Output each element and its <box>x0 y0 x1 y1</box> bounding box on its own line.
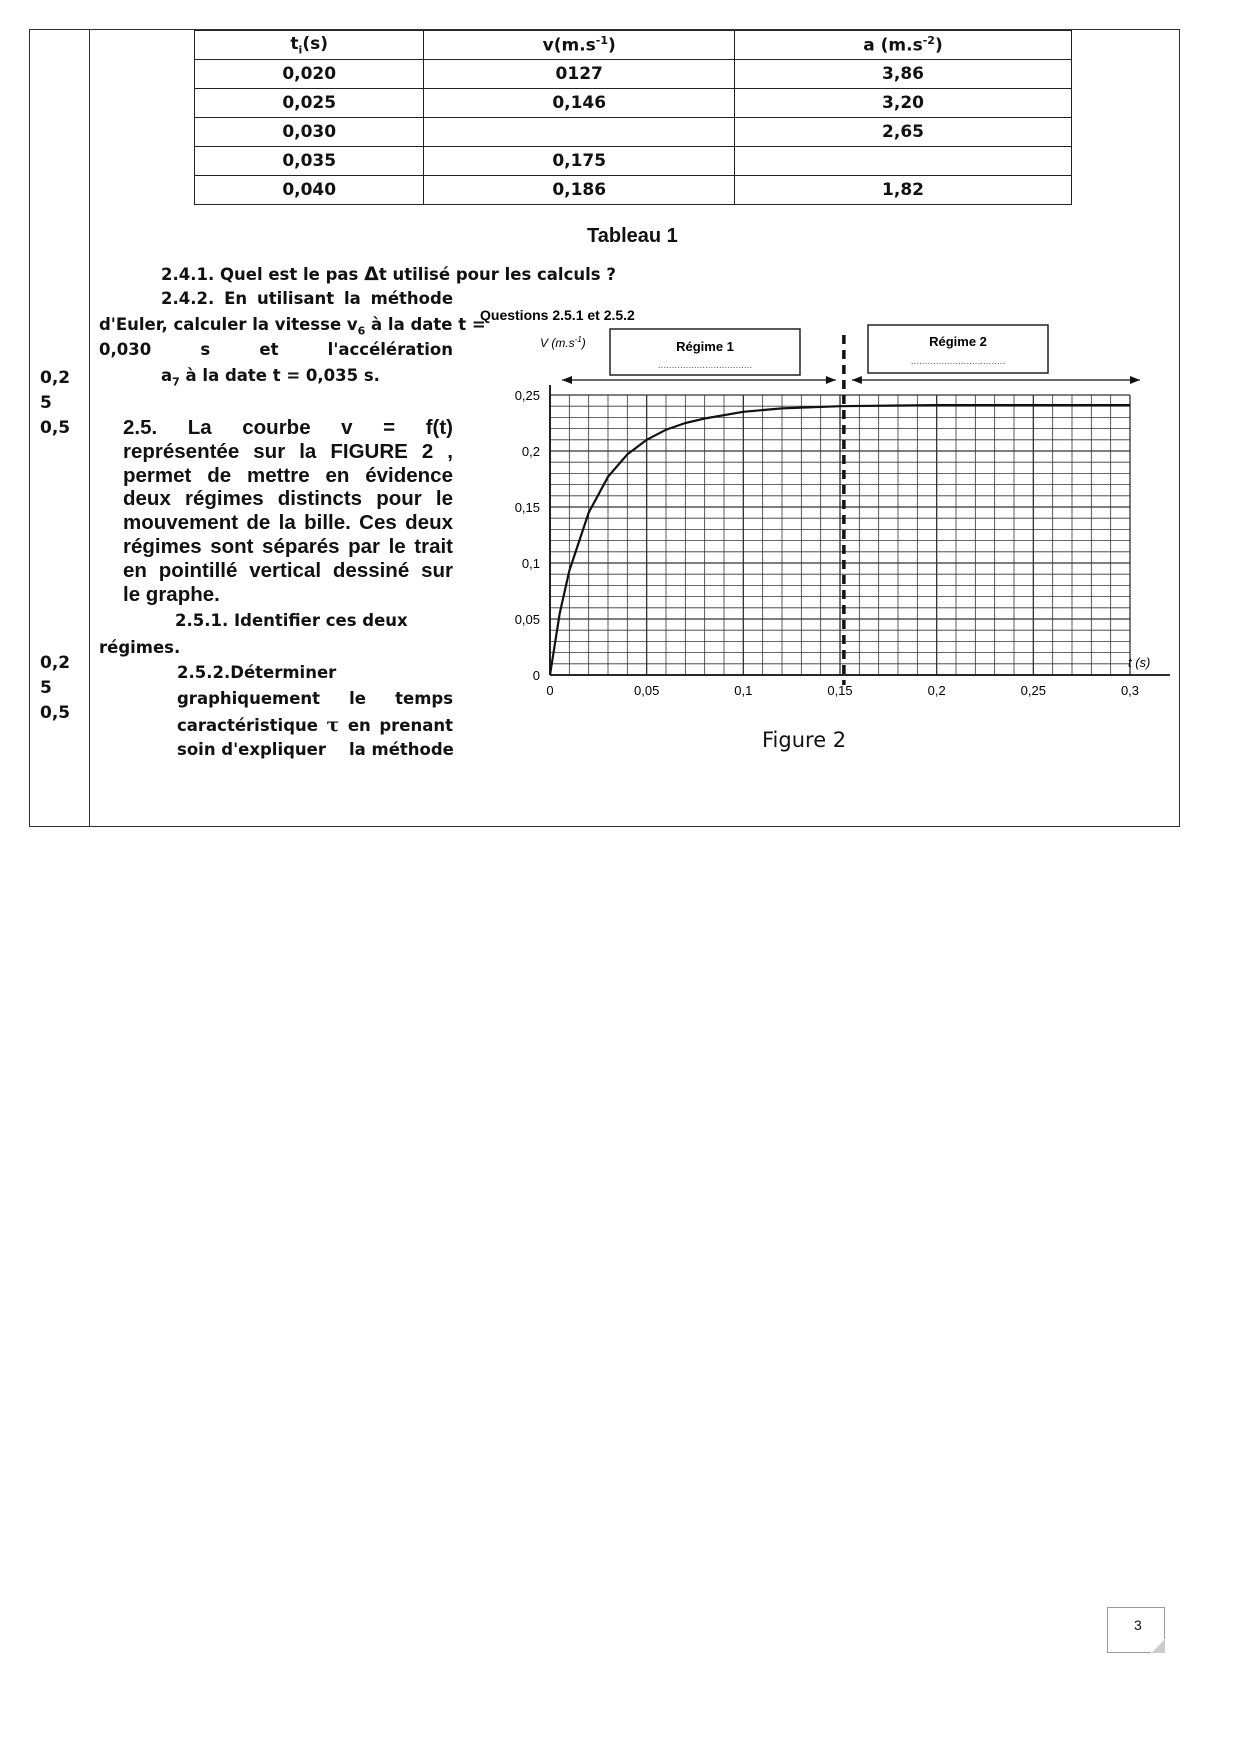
y-tick-label: 0,05 <box>514 612 540 627</box>
mark-value: 0,2 <box>40 368 71 388</box>
x-tick-label: 0,25 <box>1020 683 1046 698</box>
chart-grid <box>550 395 1130 675</box>
text-line: représentée sur la FIGURE 2 , <box>123 439 453 463</box>
question-2-5-1: 2.5.1. Identifier ces deux <box>175 611 408 630</box>
page-number: 3 <box>1134 1617 1142 1633</box>
table-cell: 0,146 <box>424 89 735 118</box>
question-2-5-2-line4: soin d'expliquer la méthode <box>177 740 454 759</box>
table-cell: 0,020 <box>195 60 424 89</box>
text-line: deux régimes distincts pour le <box>123 487 453 511</box>
y-tick-label: 0,25 <box>514 388 540 403</box>
regime2-arrow-head-right <box>1130 376 1140 384</box>
regime1-dots: .................................. <box>657 360 753 371</box>
marks-block-a <box>40 366 70 441</box>
y-tick-label: 0 <box>532 668 540 683</box>
header-a: a $(m.s^{-2})$ <box>735 31 1072 60</box>
table-cell: 2,65 <box>735 118 1072 147</box>
y-tick-label: 0,2 <box>521 444 540 459</box>
question-2-4-1: 2.4.1. Quel est le pas Δt utilisé pour les calculs ? <box>161 263 616 285</box>
question-2-4-2-line3: 0,030 s et l'accélération <box>99 340 454 359</box>
text-line: le graphe. <box>123 582 220 606</box>
y-tick-label: 0,15 <box>514 500 540 515</box>
text-line: mouvement de la bille. Ces deux <box>123 511 453 535</box>
svg-text:V (m.s-1): V $(m.s^{-1})$ <box>540 335 586 350</box>
column-separator <box>89 29 90 827</box>
figure-caption: Figure 2 <box>762 728 847 752</box>
text-line: permet de mettre en évidence <box>123 463 453 487</box>
chart-annotations <box>550 335 1170 685</box>
x-tick-label: 0,3 <box>1120 683 1140 698</box>
table-cell: 0,035 <box>195 147 424 176</box>
x-tick-label: 0 <box>546 683 554 698</box>
regime1-arrow-head-right <box>826 376 836 384</box>
page-fold-icon <box>1151 1639 1165 1653</box>
table-cell: 0127 <box>424 60 735 89</box>
y-axis-label <box>540 335 586 350</box>
table-row <box>195 147 1072 176</box>
table-cell: 0,040 <box>195 176 424 205</box>
x-axis-label: t (s) <box>1128 655 1151 670</box>
table-cell: 3,20 <box>735 89 1072 118</box>
regime1-arrow-head-left <box>562 376 572 384</box>
text-line: régimes sont séparés par le trait <box>123 534 453 558</box>
mark-value: 0,2 <box>40 653 71 673</box>
header-t: $t_i(s)$ <box>195 31 424 60</box>
regime2-label: Régime 2 <box>929 334 987 349</box>
table-cell <box>735 147 1072 176</box>
x-tick-label: 0,2 <box>927 683 946 698</box>
x-tick-label: 0,05 <box>634 683 660 698</box>
tau-symbol: τ <box>326 714 340 736</box>
x-tick-label: 0,15 <box>827 683 853 698</box>
question-2-5-2: 2.5.2.Déterminer <box>177 663 337 682</box>
mark-value: 0,5 <box>40 418 71 438</box>
question-2-5-1-cont: régimes. <box>99 638 181 657</box>
y-tick-label: 0,1 <box>521 556 540 571</box>
text-line: en pointillé vertical dessiné sur <box>123 558 453 582</box>
mark-value: 0,5 <box>40 703 71 723</box>
table-cell: 0,175 <box>424 147 735 176</box>
table-row <box>195 118 1072 147</box>
mark-value: 5 <box>40 393 52 413</box>
table-row <box>195 89 1072 118</box>
regime1-label: Régime 1 <box>676 339 734 354</box>
text-line: 2.5. La courbe v = f(t) <box>123 416 453 439</box>
table-row <box>195 176 1072 205</box>
data-table <box>194 30 1072 205</box>
table-cell: 0,186 <box>424 176 735 205</box>
question-2-5-2-line3: caractéristique τ en prenant <box>177 714 453 736</box>
table-cell: 3,86 <box>735 60 1072 89</box>
marks-block-b <box>40 651 70 726</box>
table-header-row <box>195 31 1072 60</box>
question-2-4-2-line2: d'Euler, calculer la vitesse $v_6$ à la date t = <box>99 315 486 338</box>
table-cell <box>424 118 735 147</box>
table-cell: 0,030 <box>195 118 424 147</box>
page-number-box <box>1107 1607 1165 1653</box>
regime2-arrow-head-left <box>852 376 862 384</box>
velocity-chart <box>470 300 1180 720</box>
question-2-4-2-line4: $a_7$ à la date t = 0,035 s. <box>161 366 380 389</box>
question-2-5-2-line2: graphiquement le temps <box>177 689 454 708</box>
question-2-4-2-line1: 2.4.2. En utilisant la méthode <box>161 289 454 308</box>
figure-title: Questions 2.5.1 et 2.5.2 <box>480 307 635 323</box>
mark-value: 5 <box>40 678 52 698</box>
x-tick-label: 0,1 <box>734 683 753 698</box>
table-row <box>195 60 1072 89</box>
question-2-5 <box>123 416 453 606</box>
regime2-dots: .................................. <box>910 356 1006 367</box>
header-v: $v(m.s^{-1})$ <box>424 31 735 60</box>
table-cell: 0,025 <box>195 89 424 118</box>
table-caption: Tableau 1 <box>587 225 678 247</box>
table-cell: 1,82 <box>735 176 1072 205</box>
